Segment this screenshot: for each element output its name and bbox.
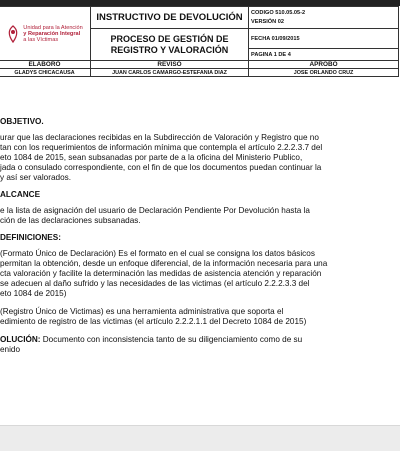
window-bottom-bar — [0, 425, 400, 451]
page-cell — [249, 49, 399, 61]
objetivo-heading: OBJETIVO. — [0, 117, 44, 126]
fud-definition-line: se adecuen al daño sufrido y las necesidades de las victimas (el artículo 2.2.2.3.3 del — [0, 279, 310, 288]
devolucion-definition-line: enido — [0, 345, 21, 354]
devolucion-term: OLUCIÓN: — [0, 335, 41, 344]
fud-definition-line: (Formato Único de Declaración) Es el formato en el cual se consigna los datos básicos — [0, 249, 315, 258]
logo-line-3: a las Víctimas — [23, 36, 59, 43]
alcance-line: ción de las declaraciones subsanadas. — [0, 216, 141, 225]
devolucion-definition-text: Documento con inconsistencia tanto de su diligenciamiento como de su — [40, 335, 303, 344]
fud-definition-line: cta valoración y facilite la determinación las medidas de asistencia atención y reparación — [0, 269, 322, 278]
ruv-definition-line: (Registro Único de Victimas) es una herramienta administrativa que soporta el — [0, 307, 284, 316]
elaboro-name: GLADYS CHICACAUSA — [0, 69, 91, 77]
aprobo-label: APROBÓ — [249, 61, 399, 69]
reviso-name: JUAN CARLOS CAMARGO-ESTEFANIA DIAZ — [91, 69, 249, 77]
document-title: INSTRUCTIVO DE DEVOLUCIÓN — [91, 7, 249, 29]
logo-line-2: y Reparación Integral — [23, 30, 81, 37]
logo-cell — [0, 7, 91, 61]
document-version: VERSIÓN 02 — [251, 19, 284, 25]
objetivo-line: urar que las declaraciones recibidas en la Subdirección de Valoración y Registro que no — [0, 133, 319, 142]
definiciones-heading: DEFINICIONES: — [0, 233, 61, 242]
document-page — [0, 6, 400, 425]
unidad-victimas-logo — [1, 25, 88, 43]
reviso-label: REVISÓ — [91, 61, 249, 69]
date-cell — [249, 29, 399, 49]
devolucion-definition-line — [0, 335, 302, 345]
fud-definition-line: permitan la obtención, desde un enfoque diferencial, de la información necesaria para una — [0, 259, 328, 268]
objetivo-line: jada o consulado correspondiente, con el fin de que los documentos puedan continuar la — [0, 163, 322, 172]
document-date: FECHA 01/09/2015 — [251, 35, 300, 42]
logo-mark-icon — [6, 25, 20, 43]
elaboro-label: ELABORÓ — [0, 61, 91, 69]
page-number: PAGINA 1 DE 4 — [251, 51, 291, 58]
ruv-definition-line: edimiento de registro de las victimas (el artículo 2.2.2.1.1 del Decreto 1084 de 2015) — [0, 317, 307, 326]
objetivo-line: eto 1084 de 2015, sean subsanadas por parte de a la oficina del Ministerio Publico, — [0, 153, 303, 162]
objetivo-line: y así ser valorados. — [0, 173, 71, 182]
process-title: PROCESO DE GESTIÓN DE REGISTRO Y VALORACIÓN — [91, 29, 249, 61]
alcance-line: e la lista de asignación del usuario de Declaración Pendiente Por Devolución hasta la — [0, 206, 310, 215]
fud-definition-line: eto 1084 de 2015) — [0, 289, 67, 298]
code-cell — [249, 7, 399, 29]
objetivo-line: tan con los requerimientos de información mínima que contempla el artículo 2.2.2.3.7 del — [0, 143, 323, 152]
document-header-table — [0, 6, 399, 77]
logo-line-1: Unidad para la Atención — [23, 24, 83, 31]
document-code: CODIGO 510.05.05-2 — [251, 10, 306, 16]
aprobo-name: JOSE ORLANDO CRUZ — [249, 69, 399, 77]
alcance-heading: ALCANCE — [0, 190, 41, 199]
